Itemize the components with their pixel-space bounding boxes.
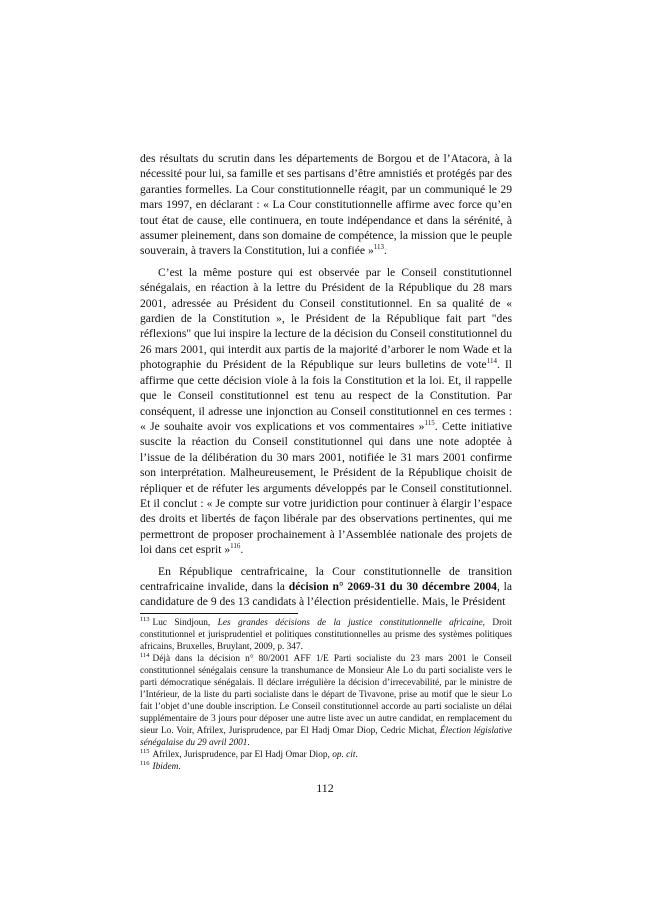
text-run: , la candidature de 9 des 13 candidats à l’élection présidentielle. Mais, le Président — [140, 579, 513, 609]
footnote-reference: 115 — [424, 419, 435, 428]
text-run: , Droit constitutionnel et jurisprudentiel et politiques constitutionnelles au prisme des systèmes politiques africains, Bruxelles, Bruylant, 2009, p. 347. — [140, 618, 512, 652]
footnote-separator — [140, 613, 298, 614]
text-run: Déjà dans la décision n° 80/2001 AFF 1/E Parti socialiste du 23 mars 2001 le Conseil constitutionnel sénégalais censure la transhumance de Monsieur Ale Lo du parti socialiste vers le parti démocratique sénégalais. Il déclare irrégulière la décision d’irrecevabilité, par le ministre de l’Intérieur, de la liste du parti socialiste dans le départ de Tivavone, prise au motif que le sieur Lo fait l’objet d’une double inscription. Le Conseil constitutionnel accorde au parti socialiste un délai supplémentaire de 3 jours pour déposer une autre liste avec un autre candidat, en remplacement du sieur Lo. Voir, Afrilex, Jurisprudence, par El Hadj Omar Diop, Cedric Michat, — [140, 654, 512, 736]
text-run: . — [355, 750, 358, 760]
paragraph — [140, 564, 512, 610]
footnote-reference: 114 — [486, 357, 497, 366]
footnote-number: 114 — [140, 651, 150, 659]
text-run: Afrilex, Jurisprudence, par El Hadj Omar Diop, — [152, 750, 333, 760]
footnote-reference: 116 — [230, 542, 241, 551]
footnote — [140, 749, 512, 761]
body-text — [140, 151, 512, 610]
text-run: Luc Sindjoun, — [152, 618, 218, 628]
footnote-number: 116 — [140, 759, 150, 767]
italic-text: op. cit — [332, 750, 356, 760]
footnote-reference: 113 — [373, 243, 384, 252]
text-run: . — [240, 543, 244, 557]
footnote-number: 113 — [140, 615, 150, 623]
footnote — [140, 761, 512, 773]
footnote — [140, 617, 512, 653]
paragraph — [140, 151, 512, 259]
text-run: . Il affirme que cette décision viole à la fois la Constitution et la loi. Et, il rappelle que le Conseil constitutionnel est tenu au respect de la Constitution. Par conséquent, il adresse une injonction au Conseil constitutionnel en ces termes : « Je souhaite avoir vos explications et vos commentaires » — [140, 358, 512, 433]
italic-text: Ibidem — [152, 762, 179, 772]
text-run: . — [384, 244, 387, 258]
footnotes — [140, 617, 512, 773]
page-number: 112 — [316, 781, 334, 795]
paragraph — [140, 265, 512, 558]
footnote — [140, 653, 512, 749]
text-run: C’est la même posture qui est observée par le Conseil constitutionnel sénégalais, en réaction à la lettre du Président de la République du 28 mars 2001, adressée au Président du Conseil constitutionnel. En sa qualité de « gardien de la Constitution », le Président de la République fait part "des réflexions" que lui inspire la lecture de la décision du Conseil constitutionnel du 26 mars 2001, qui interdit aux partis de la majorité d’arborer le nom Wade et la photographie du Président de la République sur leurs bulletins de vote — [140, 265, 512, 372]
bold-text: décision n° 2069-31 du 30 décembre 2004 — [288, 579, 497, 593]
footnote-number: 115 — [140, 747, 150, 755]
text-run: . — [247, 738, 250, 748]
italic-text: Élection législative sénégalaise du 29 avril 2001 — [140, 726, 512, 748]
italic-text: Les grandes décisions de la justice constitutionnelle africaine — [217, 618, 483, 628]
text-run: . — [178, 762, 181, 772]
text-run: des résultats du scrutin dans les départements de Borgou et de l’Atacora, à la nécessité pour lui, sa famille et ses partisans d’être amnistiés et protégés par des garanties formelles. La Cour constitutionnelle réagit, par un communiqué le 29 mars 1997, en déclarant : « La Cour constitutionnelle affirme avec force qu’en tout état de cause, elle continuera, en toute indépendance et dans la sérénité, à assumer pleinement, dans son domaine de compétence, la mission que le peuple souverain, à travers la Constitution, lui a confiée » — [140, 152, 512, 258]
text-run: En République centrafricaine, la Cour constitutionnelle de transition centrafricaine invalide, dans la — [140, 564, 512, 593]
text-run: . Cette initiative suscite la réaction du Conseil constitutionnel qui dans une note adoptée à l’issue de la délibération du 30 mars 2001, notifiée le 31 mars 2001 confirme son interprétation. Malheureusement, le Président de la République choisit de répliquer et de réfuter les arguments développés par le Conseil constitutionnel. Et il conclut : « Je compte sur votre juridiction pour continuer à élargir l’espace des droits et libertés de façon libérale par des observations pertinentes, qui me permettront de proposer prochainement à l’Assemblée nationale des projets de loi dans cet esprit » — [140, 419, 512, 557]
